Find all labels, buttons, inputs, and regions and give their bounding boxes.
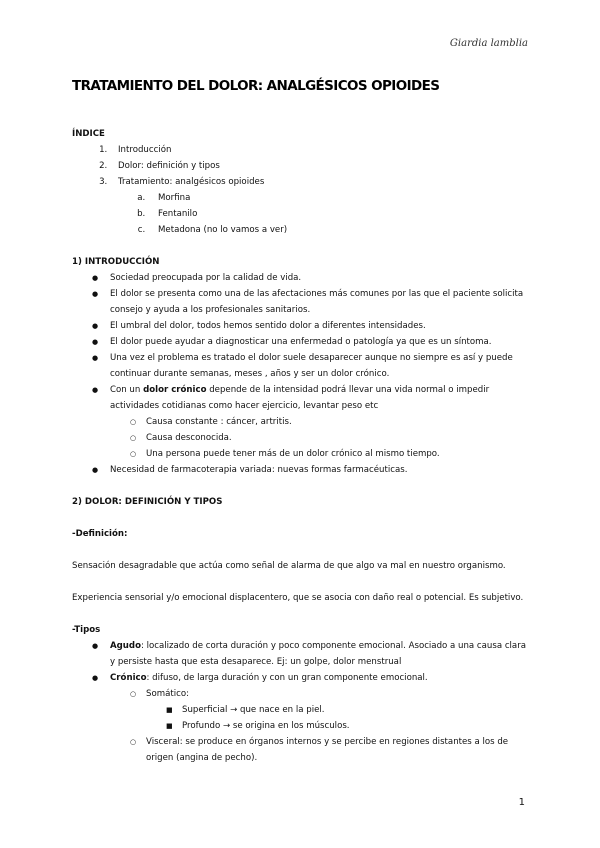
bullet-dot-icon: ●	[92, 274, 99, 282]
definition-heading: -Definición:	[72, 529, 128, 539]
bullet-circle-icon: ○	[130, 434, 137, 442]
types-sublist	[110, 686, 528, 766]
index-heading: ÍNDICE	[72, 129, 105, 139]
index-item: 2. Dolor: definición y tipos	[110, 158, 528, 174]
list-item: ● Sociedad preocupada por la calidad de vida.	[110, 270, 528, 286]
index-item	[110, 174, 528, 238]
document-body	[72, 126, 528, 766]
index-sublist	[118, 190, 528, 238]
bullet-dot-icon: ●	[92, 322, 99, 330]
list-item: ● Con un dolor crónico depende de la intensidad podrá llevar una vida normal o impedir actividades cotidianas como hacer ejercicio, levantar peso etc ○ Causa constante : cáncer, artritis. ○ Causa desconocida. ○ Una persona puede tener más de un dolor crónico al mismo tiempo.	[110, 382, 528, 462]
list-item: ● El dolor se presenta como una de las afectaciones más comunes por las que el paciente solicita consejo y ayuda a los profesionales sanitarios.	[110, 286, 528, 318]
list-subitem: ○ Causa desconocida.	[146, 430, 528, 446]
somatic-sublist	[146, 702, 528, 734]
index-list	[72, 142, 528, 238]
list-item: ● Agudo: localizado de corta duración y poco componente emocional. Asociado a una causa clara y persiste hasta que esta desaparece. Ej: un golpe, dolor menstrual	[110, 638, 528, 670]
types-list	[72, 638, 528, 766]
definition-paragraph: Experiencia sensorial y/o emocional displacentero, que se asocia con daño real o potencial. Es subjetivo.	[72, 593, 524, 603]
document-title: TRATAMIENTO DEL DOLOR: ANALGÉSICOS OPIOIDES	[72, 78, 440, 94]
list-subitem: ○ Una persona puede tener más de un dolor crónico al mismo tiempo.	[146, 446, 528, 462]
list-item: ● Crónico: difuso, de larga duración y con un gran componente emocional. ○ Somático: ■ Superficial → que nace en la piel. ■ Profundo → se origina en los músculos. ○ Visceral: se produce en órganos internos y se percibe en regiones distantes a los de origen (angina de pecho).	[110, 670, 528, 766]
intro-list	[72, 270, 528, 478]
bullet-dot-icon: ●	[92, 642, 99, 650]
index-subitem: c. Metadona (no lo vamos a ver)	[148, 222, 528, 238]
list-subitem: ○ Visceral: se produce en órganos internos y se percibe en regiones distantes a los de origen (angina de pecho).	[146, 734, 528, 766]
bullet-square-icon: ■	[166, 706, 173, 714]
emphasis: dolor crónico	[143, 385, 207, 395]
emphasis: Crónico	[110, 673, 147, 683]
bullet-dot-icon: ●	[92, 290, 99, 298]
dolor-heading: 2) DOLOR: DEFINICIÓN Y TIPOS	[72, 497, 223, 507]
list-subitem: ○ Causa constante : cáncer, artritis.	[146, 414, 528, 430]
index-subitem: a. Morfina	[148, 190, 528, 206]
list-subitem: ○ Somático: ■ Superficial → que nace en la piel. ■ Profundo → se origina en los músculos.	[146, 686, 528, 734]
list-item: ● Una vez el problema es tratado el dolor suele desaparecer aunque no siempre es así y puede continuar durante semanas, meses , años y ser un dolor crónico.	[110, 350, 528, 382]
list-subsubitem: ■ Superficial → que nace en la piel.	[182, 702, 528, 718]
definition-paragraph: Sensación desagradable que actúa como señal de alarma de que algo va mal en nuestro organismo.	[72, 561, 506, 571]
page-number: 1	[518, 797, 525, 808]
bullet-circle-icon: ○	[130, 450, 137, 458]
types-heading: -Tipos	[72, 625, 101, 635]
index-item: 1. Introducción	[110, 142, 528, 158]
bullet-dot-icon: ●	[92, 354, 99, 362]
intro-heading: 1) INTRODUCCIÓN	[72, 257, 160, 267]
bullet-dot-icon: ●	[92, 466, 99, 474]
bullet-square-icon: ■	[166, 722, 173, 730]
list-item: ● Necesidad de farmacoterapia variada: nuevas formas farmacéuticas.	[110, 462, 528, 478]
bullet-circle-icon: ○	[130, 418, 137, 426]
header-author: Giardia lamblia	[449, 38, 528, 49]
intro-sublist	[110, 414, 528, 462]
list-item: ● El umbral del dolor, todos hemos sentido dolor a diferentes intensidades.	[110, 318, 528, 334]
bullet-dot-icon: ●	[92, 386, 99, 394]
bullet-circle-icon: ○	[130, 738, 137, 746]
index-item-label: Tratamiento: analgésicos opioides	[118, 177, 265, 187]
bullet-circle-icon: ○	[130, 690, 137, 698]
bullet-dot-icon: ●	[92, 338, 99, 346]
list-subsubitem: ■ Profundo → se origina en los músculos.	[182, 718, 528, 734]
bullet-dot-icon: ●	[92, 674, 99, 682]
emphasis: Agudo	[110, 641, 141, 651]
list-item: ● El dolor puede ayudar a diagnosticar una enfermedad o patología ya que es un síntoma.	[110, 334, 528, 350]
index-subitem: b. Fentanilo	[148, 206, 528, 222]
